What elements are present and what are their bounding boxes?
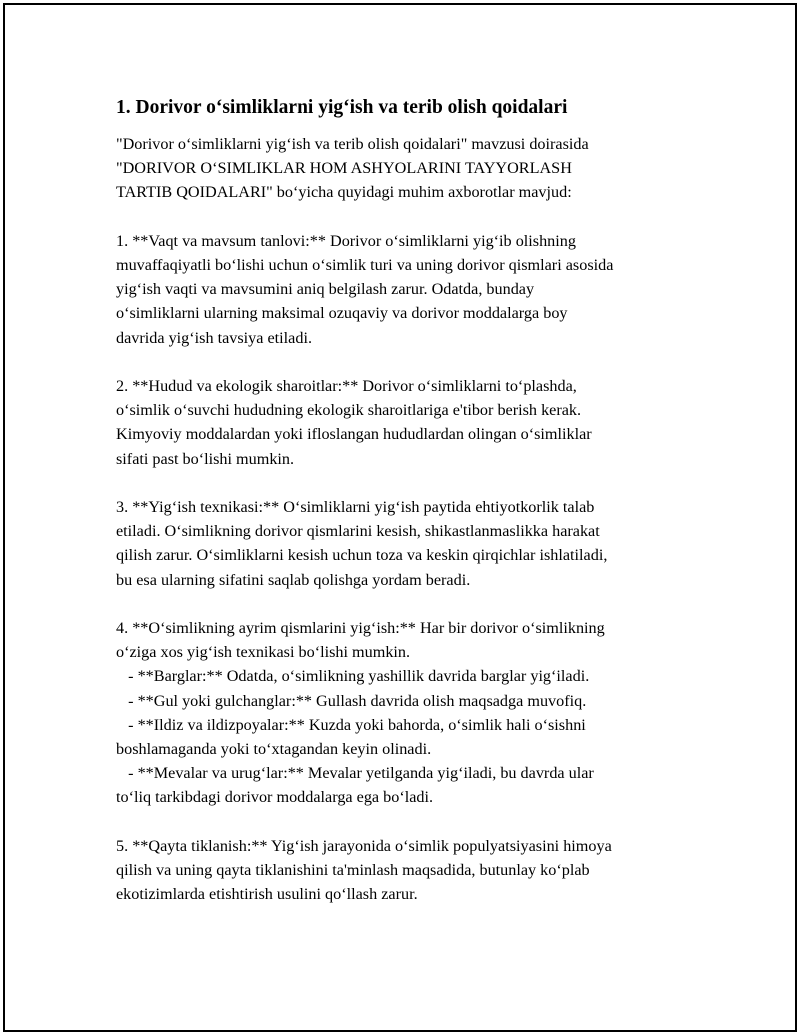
section-line: qilish zarur. O‘simliklarni kesish uchun toza va keskin qirqichlar ishlatiladi, <box>116 546 608 565</box>
list-item: - **Barglar:** Odatda, o‘simlikning yashillik davrida barglar yig‘iladi. <box>116 667 590 686</box>
paragraph-gap <box>116 205 696 229</box>
intro-line: TARTIB QOIDALARI" bo‘yicha quyidagi muhim axborotlar mavjud: <box>116 183 572 202</box>
list-item: - **Gul yoki gulchanglar:** Gullash davrida olish maqsadga muvofiq. <box>116 691 587 710</box>
section-line: qilish va uning qayta tiklanishini ta'minlash maqsadida, butunlay ko‘plab <box>116 861 590 880</box>
section-line: yig‘ish vaqti va mavsumini aniq belgilash zarur. Odatda, bunday <box>116 280 535 299</box>
section-line: ekotizimlarda etishtirish usulini qo‘llash zarur. <box>116 885 418 904</box>
intro-paragraph <box>116 132 696 205</box>
list-item: - **Ildiz va ildizpoyalar:** Kuzda yoki bahorda, o‘simlik hali o‘sishni <box>116 715 586 734</box>
section-4-plant-parts <box>116 616 696 810</box>
section-line: 4. **O‘simlikning ayrim qismlarini yig‘ish:** Har bir dorivor o‘simlikning <box>116 619 605 637</box>
section-line: bu esa ularning sifatini saqlab qolishga yordam beradi. <box>116 570 471 589</box>
section-3-technique <box>116 495 696 592</box>
section-line: 2. **Hudud va ekologik sharoitlar:** Dorivor o‘simliklarni to‘plashda, <box>116 377 577 395</box>
section-line: davrida yig‘ish tavsiya etiladi. <box>116 328 312 347</box>
section-line: Kimyoviy moddalardan yoki ifloslangan hududlardan olingan o‘simliklar <box>116 425 592 444</box>
list-item: - **Mevalar va urug‘lar:** Mevalar yetilganda yig‘iladi, bu davrda ular <box>116 764 594 783</box>
section-line: o‘simlik o‘suvchi hududning ekologik sharoitlariga e'tibor berish kerak. <box>116 401 582 420</box>
intro-line: "DORIVOR O‘SIMLIKLAR HOM ASHYOLARINI TAYYORLASH <box>116 159 572 178</box>
section-line: o‘simliklarni ularning maksimal ozuqaviy va dorivor moddalarga boy <box>116 304 568 323</box>
section-5-regeneration <box>116 834 696 907</box>
document-heading: 1. Dorivor o‘simliklarni yig‘ish va terib olish qoidalari <box>116 97 568 118</box>
section-line: boshlamaganda yoki to‘xtagandan keyin olinadi. <box>116 740 432 759</box>
section-line: muvaffaqiyatli bo‘lishi uchun o‘simlik turi va uning dorivor qismlari asosida <box>116 256 614 274</box>
section-line: 5. **Qayta tiklanish:** Yig‘ish jarayonida o‘simlik populyatsiyasini himoya <box>116 836 612 855</box>
section-line: to‘liq tarkibdagi dorivor moddalarga ega bo‘ladi. <box>116 788 434 807</box>
intro-line: "Dorivor o‘simliklarni yig‘ish va terib olish qoidalari" mavzusi doirasida <box>116 135 589 153</box>
paragraph-gap <box>116 592 696 616</box>
section-line: etiladi. O‘simlikning dorivor qismlarini kesish, shikastlanmaslikka harakat <box>116 522 600 541</box>
section-1-timing <box>116 229 696 350</box>
paragraph-gap <box>116 810 696 834</box>
section-line: sifati past bo‘lishi mumkin. <box>116 449 295 468</box>
paragraph-gap <box>116 471 696 495</box>
section-line: o‘ziga xos yig‘ish texnikasi bo‘lishi mumkin. <box>116 643 411 662</box>
section-line: 1. **Vaqt va mavsum tanlovi:** Dorivor o‘simliklarni yig‘ib olishning <box>116 231 576 250</box>
section-2-ecology <box>116 374 696 471</box>
paragraph-gap <box>116 350 696 374</box>
section-line: 3. **Yig‘ish texnikasi:** O‘simliklarni yig‘ish paytida ehtiyotkorlik talab <box>116 498 595 516</box>
document-body <box>116 96 696 906</box>
